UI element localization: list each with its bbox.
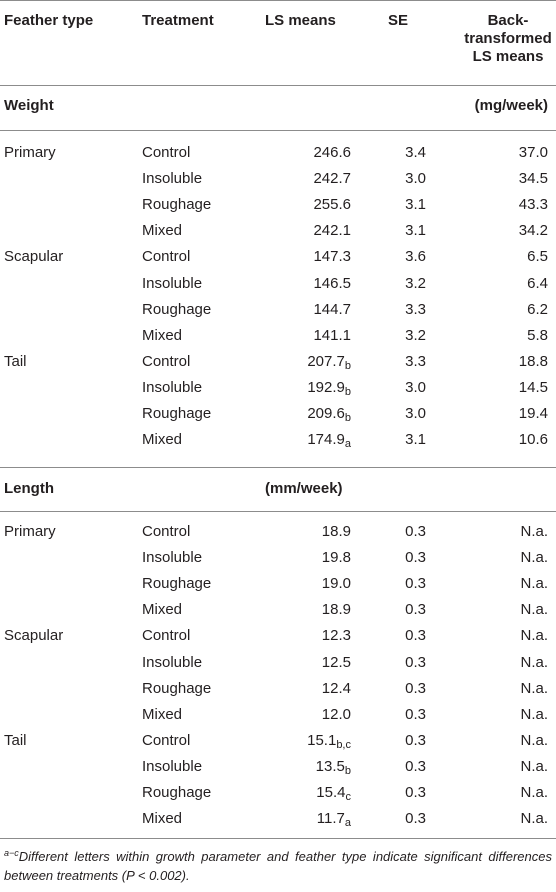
footnote-text: Different letters within growth parameter and feather type indicate significant differences between treatments (P < 0.002).	[4, 849, 552, 883]
se-cell: 3.0	[405, 170, 426, 188]
treatment-cell: Roughage	[142, 196, 212, 214]
treatment-cell: Roughage	[142, 300, 212, 318]
treatment-cell: Control	[142, 627, 191, 645]
significance-letter: b	[344, 764, 351, 777]
ls-means-cell	[248, 680, 351, 698]
ls-means-cell	[248, 758, 351, 776]
ls-means-value: 12.4	[321, 679, 351, 697]
significance-letter: b,c	[336, 738, 351, 751]
ls-means-value: 12.3	[321, 627, 351, 645]
se-cell: 0.3	[405, 705, 426, 723]
length-unit: (mm/week)	[265, 480, 343, 497]
se-cell: 3.2	[405, 274, 426, 292]
significance-letter: b	[344, 412, 351, 424]
ls-means-value: 12.5	[321, 653, 351, 671]
treatment-cell: Mixed	[142, 601, 183, 619]
back-transformed-cell: N.a.	[520, 757, 548, 775]
feather-type-cell: Primary	[4, 144, 56, 161]
ls-means-value: 242.7	[313, 170, 351, 188]
ls-means-cell	[248, 706, 351, 724]
feather-type-cell: Scapular	[4, 627, 64, 645]
treatment-cell: Insoluble	[142, 274, 203, 292]
bottom-rule	[0, 838, 556, 839]
ls-means-cell	[248, 275, 351, 293]
header-ls-means: LS means	[265, 12, 336, 29]
treatment-cell: Control	[142, 144, 191, 161]
se-cell: 0.3	[405, 679, 426, 697]
se-cell: 0.3	[405, 731, 426, 749]
ls-means-value: 18.9	[321, 523, 351, 540]
se-cell: 0.3	[405, 757, 426, 775]
ls-means-value: 207.7	[307, 352, 345, 370]
significance-letter: a	[344, 438, 351, 451]
significance-letter: b	[344, 385, 351, 398]
ls-means-value: 12.0	[321, 705, 351, 723]
treatment-cell: Insoluble	[142, 653, 203, 671]
ls-means-cell	[248, 575, 351, 593]
back-transformed-cell: 34.2	[518, 222, 548, 240]
ls-means-value: 15.1	[307, 731, 337, 749]
se-cell: 3.4	[405, 144, 426, 161]
length-rule	[0, 511, 556, 512]
back-transformed-cell: N.a.	[520, 731, 548, 749]
treatment-cell: Roughage	[142, 679, 212, 697]
back-transformed-cell: 10.6	[518, 431, 548, 449]
back-transformed-cell: N.a.	[520, 523, 548, 540]
back-transformed-cell: N.a.	[520, 601, 548, 619]
header-treatment: Treatment	[142, 12, 214, 29]
se-cell: 3.3	[405, 300, 426, 318]
back-transformed-cell: 6.2	[527, 300, 548, 318]
ls-means-cell	[248, 784, 351, 802]
weight-rule	[0, 130, 556, 131]
se-cell: 0.3	[405, 784, 426, 801]
ls-means-value: 19.0	[321, 575, 351, 593]
length-section-label: Length	[4, 480, 54, 497]
ls-means-cell	[248, 379, 351, 397]
se-cell: 3.3	[405, 352, 426, 370]
weight-section-label: Weight	[4, 97, 54, 114]
treatment-cell: Control	[142, 731, 191, 749]
header-feather-type: Feather type	[4, 12, 94, 29]
significance-letter: c	[345, 791, 351, 803]
ls-means-value: 146.5	[313, 274, 351, 292]
ls-means-cell	[248, 248, 351, 266]
treatment-cell: Insoluble	[142, 757, 203, 775]
header-back-line1: Back-	[487, 12, 529, 29]
treatment-cell: Insoluble	[142, 378, 203, 396]
back-transformed-cell: N.a.	[520, 575, 548, 593]
section-rule	[0, 467, 556, 468]
se-cell: 0.3	[405, 627, 426, 645]
ls-means-cell	[248, 405, 351, 423]
weight-unit: (mg/week)	[474, 97, 548, 114]
back-transformed-cell: 34.5	[518, 170, 548, 188]
ls-means-value: 18.9	[321, 601, 351, 619]
se-cell: 3.6	[405, 248, 426, 266]
back-transformed-cell: N.a.	[520, 549, 548, 567]
ls-means-value: 209.6	[307, 405, 345, 422]
treatment-cell: Control	[142, 352, 191, 370]
back-transformed-cell: N.a.	[520, 627, 548, 645]
ls-means-cell	[248, 353, 351, 371]
treatment-cell: Insoluble	[142, 170, 203, 188]
header-back-transformed	[460, 12, 556, 66]
back-transformed-cell: 6.5	[527, 248, 548, 266]
back-transformed-cell: 19.4	[518, 405, 548, 422]
back-transformed-cell: 37.0	[518, 144, 548, 161]
back-transformed-cell: N.a.	[520, 810, 548, 828]
ls-means-value: 15.4	[316, 784, 346, 801]
treatment-cell: Roughage	[142, 784, 212, 801]
se-cell: 3.0	[405, 405, 426, 422]
ls-means-cell	[248, 196, 351, 214]
treatment-cell: Roughage	[142, 405, 212, 422]
se-cell: 0.3	[405, 810, 426, 828]
ls-means-cell	[248, 144, 351, 162]
feather-type-cell: Tail	[4, 731, 27, 749]
ls-means-cell	[248, 431, 351, 449]
header-se: SE	[388, 12, 409, 29]
feather-type-cell: Scapular	[4, 248, 64, 266]
header-back-line3: LS means	[472, 48, 544, 65]
ls-means-value: 192.9	[307, 378, 345, 396]
ls-means-cell	[248, 301, 351, 319]
back-transformed-cell: 6.4	[527, 274, 548, 292]
ls-means-cell	[248, 810, 351, 828]
se-cell: 0.3	[405, 549, 426, 567]
ls-means-value: 242.1	[313, 222, 351, 240]
back-transformed-cell: N.a.	[520, 705, 548, 723]
treatment-cell: Mixed	[142, 326, 183, 344]
se-cell: 3.1	[405, 431, 426, 449]
treatment-cell: Mixed	[142, 222, 183, 240]
treatment-cell: Mixed	[142, 810, 183, 828]
se-cell: 3.1	[405, 222, 426, 240]
ls-means-cell	[248, 327, 351, 345]
back-transformed-cell: 5.8	[527, 326, 548, 344]
back-transformed-cell: 14.5	[518, 378, 548, 396]
top-rule	[0, 0, 556, 1]
header-back-line2: transformed	[464, 30, 552, 47]
header-rule	[0, 85, 556, 86]
ls-means-cell	[248, 549, 351, 567]
se-cell: 0.3	[405, 523, 426, 540]
ls-means-value: 19.8	[321, 549, 351, 567]
ls-means-value: 255.6	[313, 196, 351, 214]
footnote-marker: a−c	[4, 848, 19, 858]
ls-means-value: 11.7	[316, 810, 345, 828]
ls-means-cell	[248, 732, 351, 750]
se-cell: 0.3	[405, 575, 426, 593]
feather-type-cell: Primary	[4, 523, 56, 540]
back-transformed-cell: 18.8	[518, 352, 548, 370]
ls-means-cell	[248, 654, 351, 672]
feather-type-cell: Tail	[4, 352, 27, 370]
treatment-cell: Control	[142, 523, 191, 540]
treatment-cell: Insoluble	[142, 549, 203, 567]
back-transformed-cell: N.a.	[520, 679, 548, 697]
ls-means-value: 144.7	[313, 300, 351, 318]
se-cell: 3.2	[405, 326, 426, 344]
se-cell: 0.3	[405, 653, 426, 671]
ls-means-value: 13.5	[315, 757, 345, 775]
significance-letter: b	[344, 359, 351, 372]
treatment-cell: Mixed	[142, 431, 183, 449]
treatment-cell: Control	[142, 248, 191, 266]
ls-means-value: 141.1	[313, 326, 351, 344]
ls-means-value: 174.9	[307, 431, 345, 449]
se-cell: 3.0	[405, 378, 426, 396]
ls-means-cell	[248, 222, 351, 240]
treatment-cell: Roughage	[142, 575, 212, 593]
ls-means-cell	[248, 627, 351, 645]
significance-letter: a	[344, 817, 351, 830]
ls-means-value: 246.6	[313, 144, 351, 161]
ls-means-cell	[248, 601, 351, 619]
back-transformed-cell: 43.3	[518, 196, 548, 214]
se-cell: 0.3	[405, 601, 426, 619]
back-transformed-cell: N.a.	[520, 784, 548, 801]
se-cell: 3.1	[405, 196, 426, 214]
ls-means-cell	[248, 170, 351, 188]
ls-means-value: 147.3	[313, 248, 351, 266]
treatment-cell: Mixed	[142, 705, 183, 723]
ls-means-cell	[248, 523, 351, 541]
back-transformed-cell: N.a.	[520, 653, 548, 671]
footnote	[4, 847, 552, 885]
